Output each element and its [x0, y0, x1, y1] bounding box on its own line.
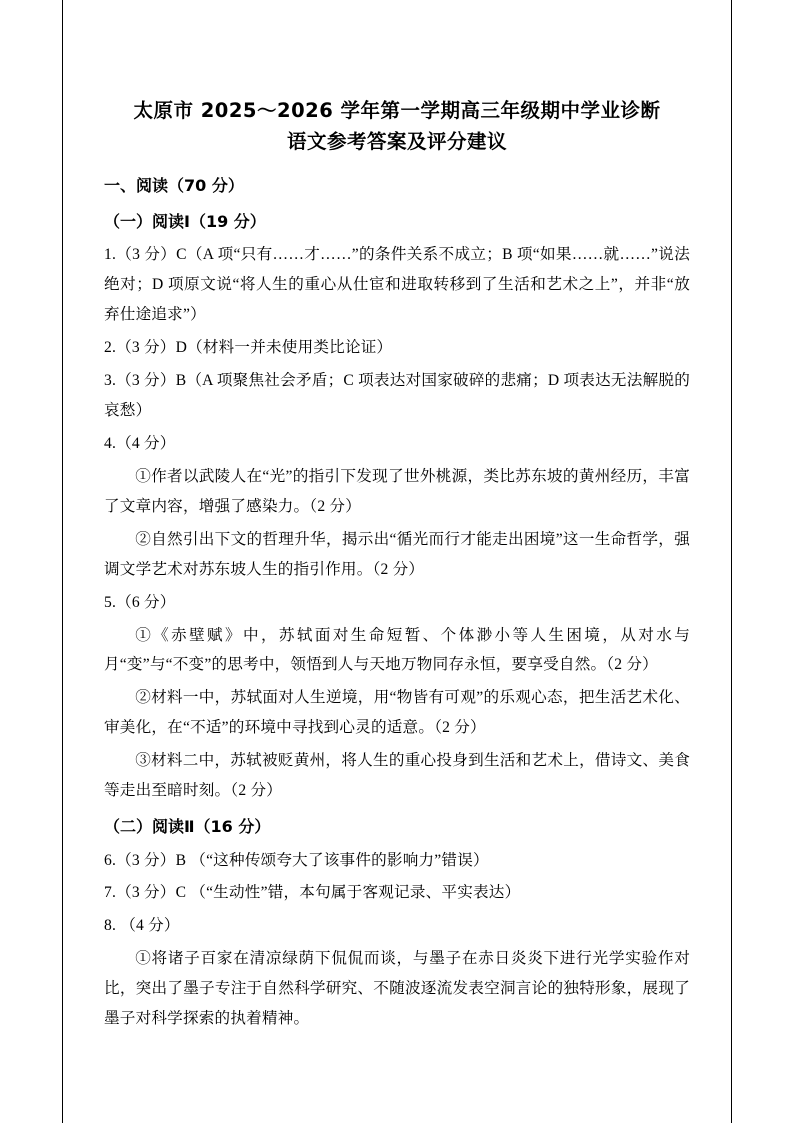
page-right-rule [731, 0, 732, 1123]
answer-item-4-point-2: ②自然引出下文的哲理升华，揭示出“循光而行才能走出困境”这一生命哲学，强调文学艺术对苏东坡人生的指引作用。（2 分） [104, 530, 690, 578]
answer-item-5-point-1: ①《赤壁赋》中，苏轼面对生命短暂、个体渺小等人生困境，从对水与月“变”与“不变”的思考中，领悟到人与天地万物同存永恒，要享受自然。（2 分） [104, 626, 690, 674]
answer-item-7: 7.（3 分）C （“生动性”错，本句属于客观记录、平实表达） [104, 884, 521, 902]
page-left-rule [62, 0, 63, 1123]
subsection-heading-reading-1: （一）阅读Ⅰ（19 分） [104, 211, 266, 231]
answer-item-3: 3.（3 分）B（A 项聚焦社会矛盾；C 项表达对国家破碎的悲痛；D 项表达无法解脱的哀愁） [104, 372, 690, 419]
answer-item-4-point-1: ①作者以武陵人在“光”的指引下发现了世外桃源，类比苏东坡的黄州经历，丰富了文章内容，增强了感染力。（2 分） [104, 467, 690, 515]
answer-item-8-head: 8. （4 分） [104, 917, 180, 935]
section-heading-reading: 一、阅读（70 分） [104, 175, 244, 195]
answer-item-4-head: 4.（4 分） [104, 434, 176, 452]
page-subtitle: 语文参考答案及评分建议 [286, 130, 507, 154]
subsection-heading-reading-2: （二）阅读Ⅱ（16 分） [104, 817, 271, 837]
answer-item-2: 2.（3 分）D（材料一并未使用类比论证） [104, 339, 393, 357]
page-title: 太原市 2025～2026 学年第一学期高三年级期中学业诊断 [133, 99, 661, 122]
answer-item-5-head: 5.（6 分） [104, 593, 176, 611]
answer-item-5-point-2: ②材料一中，苏轼面对人生逆境，用“物皆有可观”的乐观心态，把生活艺术化、审美化，在“不适”的环境中寻找到心灵的适意。（2 分） [104, 689, 690, 737]
answer-item-1: 1.（3 分）C（A 项“只有……才……”的条件关系不成立；B 项“如果……就……”说法绝对；D 项原文说“将人生的重心从仕宦和进取转移到了生活和艺术之上”，并非“放弃仕途追求”） [104, 246, 690, 324]
answer-item-6: 6.（3 分）B （“这种传颂夸大了该事件的影响力”错误） [104, 851, 489, 869]
answer-item-5-point-3: ③材料二中，苏轼被贬黄州，将人生的重心投身到生活和艺术上，借诗文、美食等走出至暗时刻。（2 分） [104, 752, 690, 800]
answer-item-8-point-1: ①将诸子百家在清凉绿荫下侃侃而谈，与墨子在赤日炎炎下进行光学实验作对比，突出了墨子专注于自然科学研究、不随波逐流发表空洞言论的独特形象，展现了墨子对科学探索的执着精神。 [104, 950, 690, 1028]
